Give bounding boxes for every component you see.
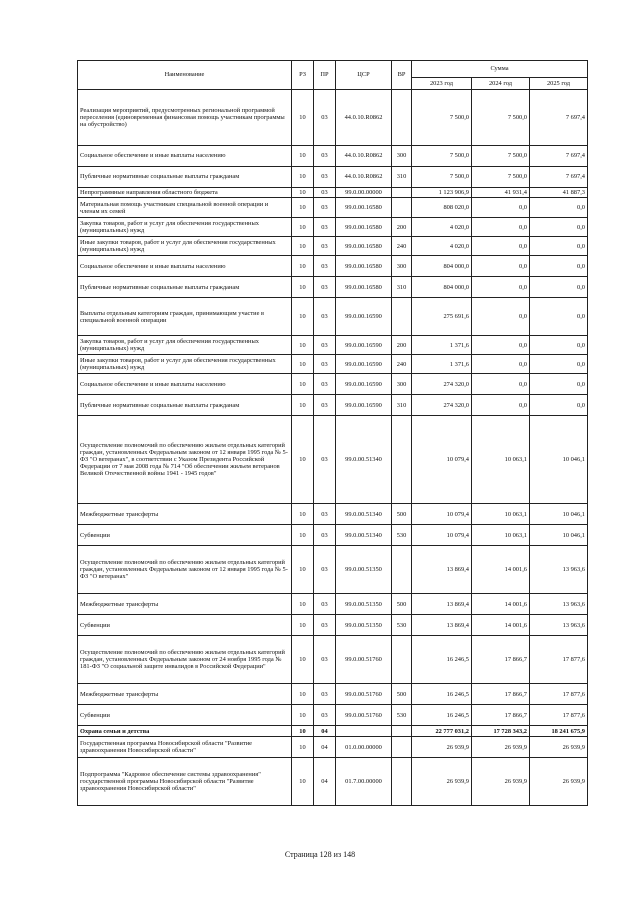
cell-vr: 300	[392, 374, 412, 395]
cell-csr: 44.0.10.R0862	[336, 146, 392, 167]
table-row	[78, 90, 588, 146]
cell-pr: 03	[314, 684, 336, 705]
cell-y2: 17 866,7	[472, 684, 530, 705]
cell-name: Охрана семьи и детства	[78, 726, 292, 737]
cell-y1: 4 020,0	[412, 218, 472, 237]
cell-rz: 10	[292, 594, 314, 615]
cell-rz: 10	[292, 758, 314, 806]
cell-rz: 10	[292, 504, 314, 525]
table-row	[78, 684, 588, 705]
cell-vr: 530	[392, 615, 412, 636]
cell-y2: 0,0	[472, 355, 530, 374]
cell-y3: 13 963,6	[530, 546, 588, 594]
cell-name: Подпрограмма "Кадровое обеспечение системы здравоохранения" государственной программы Новосибирской области "Развитие здравоохранения Новосибирской области"	[78, 758, 292, 806]
cell-y3: 0,0	[530, 256, 588, 277]
cell-y3: 17 877,6	[530, 705, 588, 726]
table-row	[78, 594, 588, 615]
cell-vr: 200	[392, 336, 412, 355]
cell-pr: 03	[314, 146, 336, 167]
cell-vr: 310	[392, 395, 412, 416]
cell-csr: 99.0.00.16590	[336, 374, 392, 395]
cell-rz: 10	[292, 684, 314, 705]
cell-rz: 10	[292, 416, 314, 504]
cell-name: Иные закупки товаров, работ и услуг для обеспечения государственных (муниципальных) нужд	[78, 237, 292, 256]
cell-name: Публичные нормативные социальные выплаты гражданам	[78, 395, 292, 416]
cell-rz: 10	[292, 256, 314, 277]
cell-pr: 03	[314, 615, 336, 636]
cell-pr: 03	[314, 594, 336, 615]
budget-table	[77, 60, 588, 806]
cell-vr: 500	[392, 594, 412, 615]
cell-name: Иные закупки товаров, работ и услуг для обеспечения государственных (муниципальных) нужд	[78, 355, 292, 374]
cell-y3: 10 046,1	[530, 525, 588, 546]
table-row	[78, 726, 588, 737]
cell-y3: 13 963,6	[530, 594, 588, 615]
cell-vr	[392, 758, 412, 806]
cell-pr: 03	[314, 546, 336, 594]
cell-y1: 4 020,0	[412, 237, 472, 256]
cell-y3: 17 877,6	[530, 684, 588, 705]
cell-rz: 10	[292, 355, 314, 374]
cell-y3: 13 963,6	[530, 615, 588, 636]
cell-y1: 10 079,4	[412, 416, 472, 504]
cell-name: Межбюджетные трансферты	[78, 684, 292, 705]
cell-csr	[336, 726, 392, 737]
cell-y2: 26 939,9	[472, 737, 530, 758]
cell-vr	[392, 198, 412, 218]
table-row	[78, 395, 588, 416]
cell-csr: 99.0.00.51350	[336, 546, 392, 594]
cell-rz: 10	[292, 90, 314, 146]
header-pr: ПР	[314, 61, 336, 90]
cell-y1: 16 246,5	[412, 705, 472, 726]
table-row	[78, 198, 588, 218]
cell-csr: 99.0.00.51340	[336, 416, 392, 504]
cell-pr: 04	[314, 737, 336, 758]
cell-vr: 240	[392, 355, 412, 374]
cell-pr: 03	[314, 355, 336, 374]
cell-y3: 26 939,9	[530, 737, 588, 758]
cell-rz: 10	[292, 298, 314, 336]
cell-y2: 7 500,0	[472, 167, 530, 188]
cell-y2: 17 866,7	[472, 636, 530, 684]
cell-pr: 03	[314, 504, 336, 525]
table-row	[78, 546, 588, 594]
table-row	[78, 504, 588, 525]
cell-y1: 16 246,5	[412, 684, 472, 705]
table-row	[78, 237, 588, 256]
cell-name: Субвенции	[78, 615, 292, 636]
cell-y2: 17 866,7	[472, 705, 530, 726]
page-footer: Страница 128 из 148	[284, 850, 356, 859]
table-row	[78, 336, 588, 355]
cell-y3: 0,0	[530, 355, 588, 374]
cell-y2: 0,0	[472, 256, 530, 277]
cell-vr	[392, 188, 412, 198]
cell-vr	[392, 546, 412, 594]
cell-vr: 310	[392, 277, 412, 298]
cell-name: Субвенции	[78, 525, 292, 546]
cell-y1: 22 777 031,2	[412, 726, 472, 737]
cell-y3: 0,0	[530, 198, 588, 218]
cell-vr	[392, 90, 412, 146]
cell-rz: 10	[292, 546, 314, 594]
cell-name: Осуществление полномочий по обеспечению жильем отдельных категорий граждан, установленных Федеральным законом от 12 января 1995 года № 5-ФЗ "О ветеранах", в соответствии с Указом Президента Российской Федерации от 7 мая 2008 года № 714 "Об обеспечении жильем ветеранов Великой Отечественной войны 1941 - 1945 годов"	[78, 416, 292, 504]
cell-y2: 26 939,9	[472, 758, 530, 806]
cell-y1: 804 000,0	[412, 256, 472, 277]
cell-y3: 0,0	[530, 277, 588, 298]
cell-pr: 04	[314, 758, 336, 806]
cell-name: Межбюджетные трансферты	[78, 504, 292, 525]
cell-y1: 10 079,4	[412, 504, 472, 525]
cell-csr: 99.0.00.00000	[336, 188, 392, 198]
cell-y1: 1 371,6	[412, 355, 472, 374]
cell-name: Государственная программа Новосибирской области "Развитие здравоохранения Новосибирской области"	[78, 737, 292, 758]
cell-y1: 274 320,0	[412, 374, 472, 395]
table-row	[78, 355, 588, 374]
cell-y3: 26 939,9	[530, 758, 588, 806]
cell-rz: 10	[292, 737, 314, 758]
cell-y2: 0,0	[472, 374, 530, 395]
cell-pr: 03	[314, 374, 336, 395]
cell-vr	[392, 737, 412, 758]
table-row	[78, 705, 588, 726]
table-row	[78, 636, 588, 684]
cell-pr: 03	[314, 336, 336, 355]
cell-y2: 0,0	[472, 198, 530, 218]
cell-vr: 240	[392, 237, 412, 256]
cell-y2: 10 063,1	[472, 525, 530, 546]
cell-y1: 7 500,0	[412, 146, 472, 167]
cell-name: Публичные нормативные социальные выплаты гражданам	[78, 167, 292, 188]
cell-y2: 14 001,6	[472, 615, 530, 636]
cell-y2: 0,0	[472, 237, 530, 256]
cell-y3: 10 046,1	[530, 416, 588, 504]
cell-name: Закупка товаров, работ и услуг для обеспечения государственных (муниципальных) нужд	[78, 336, 292, 355]
cell-y3: 0,0	[530, 395, 588, 416]
table-row	[78, 277, 588, 298]
cell-y1: 275 691,6	[412, 298, 472, 336]
cell-y2: 0,0	[472, 336, 530, 355]
cell-csr: 99.0.00.16580	[336, 277, 392, 298]
cell-y1: 1 371,6	[412, 336, 472, 355]
header-csr: ЦСР	[336, 61, 392, 90]
cell-name: Межбюджетные трансферты	[78, 594, 292, 615]
header-sum: Сумма	[412, 61, 588, 78]
cell-y3: 0,0	[530, 218, 588, 237]
header-vr: ВР	[392, 61, 412, 90]
cell-vr	[392, 416, 412, 504]
cell-name: Реализация мероприятий, предусмотренных региональной программой переселения (единовременная финансовая помощь участникам программы на обустройство)	[78, 90, 292, 146]
table-row	[78, 416, 588, 504]
cell-y1: 808 020,0	[412, 198, 472, 218]
cell-y1: 13 869,4	[412, 546, 472, 594]
cell-pr: 03	[314, 705, 336, 726]
cell-vr: 500	[392, 684, 412, 705]
cell-y1: 26 939,9	[412, 737, 472, 758]
cell-csr: 99.0.00.16590	[336, 355, 392, 374]
cell-csr: 99.0.00.51340	[336, 504, 392, 525]
cell-csr: 01.0.00.00000	[336, 737, 392, 758]
cell-y2: 7 500,0	[472, 146, 530, 167]
cell-name: Социальное обеспечение и иные выплаты населению	[78, 146, 292, 167]
table-row	[78, 146, 588, 167]
cell-y2: 14 001,6	[472, 594, 530, 615]
cell-y3: 7 697,4	[530, 146, 588, 167]
cell-csr: 99.0.00.51350	[336, 594, 392, 615]
cell-y3: 0,0	[530, 336, 588, 355]
cell-y2: 17 728 343,2	[472, 726, 530, 737]
cell-pr: 03	[314, 298, 336, 336]
cell-csr: 99.0.00.16590	[336, 298, 392, 336]
cell-name: Субвенции	[78, 705, 292, 726]
cell-vr	[392, 298, 412, 336]
cell-pr: 03	[314, 90, 336, 146]
cell-pr: 04	[314, 726, 336, 737]
cell-rz: 10	[292, 374, 314, 395]
cell-rz: 10	[292, 525, 314, 546]
cell-csr: 99.0.00.51760	[336, 705, 392, 726]
cell-pr: 03	[314, 256, 336, 277]
cell-pr: 03	[314, 188, 336, 198]
cell-pr: 03	[314, 395, 336, 416]
cell-y2: 0,0	[472, 218, 530, 237]
cell-y1: 7 500,0	[412, 167, 472, 188]
cell-csr: 99.0.00.16580	[336, 256, 392, 277]
cell-name: Закупка товаров, работ и услуг для обеспечения государственных (муниципальных) нужд	[78, 218, 292, 237]
cell-y1: 804 000,0	[412, 277, 472, 298]
cell-csr: 99.0.00.16580	[336, 237, 392, 256]
cell-rz: 10	[292, 615, 314, 636]
cell-rz: 10	[292, 198, 314, 218]
cell-vr: 300	[392, 256, 412, 277]
cell-y3: 41 887,3	[530, 188, 588, 198]
cell-rz: 10	[292, 395, 314, 416]
cell-y1: 274 320,0	[412, 395, 472, 416]
cell-vr: 530	[392, 705, 412, 726]
cell-y1: 1 123 906,9	[412, 188, 472, 198]
cell-y3: 17 877,6	[530, 636, 588, 684]
header-year-2025: 2025 год	[530, 78, 588, 90]
table-row	[78, 298, 588, 336]
table-row	[78, 737, 588, 758]
cell-pr: 03	[314, 636, 336, 684]
cell-rz: 10	[292, 237, 314, 256]
cell-y1: 26 939,9	[412, 758, 472, 806]
cell-y2: 14 001,6	[472, 546, 530, 594]
cell-csr: 44.0.10.R0862	[336, 167, 392, 188]
cell-y2: 41 931,4	[472, 188, 530, 198]
table-body	[78, 90, 588, 806]
cell-vr	[392, 726, 412, 737]
cell-pr: 03	[314, 416, 336, 504]
table-row	[78, 256, 588, 277]
table-row	[78, 188, 588, 198]
cell-y1: 16 246,5	[412, 636, 472, 684]
cell-name: Материальная помощь участникам специальной военной операции и членам их семей	[78, 198, 292, 218]
cell-vr: 500	[392, 504, 412, 525]
cell-name: Непрограммные направления областного бюджета	[78, 188, 292, 198]
cell-y2: 10 063,1	[472, 504, 530, 525]
cell-csr: 99.0.00.51760	[336, 636, 392, 684]
table-row	[78, 374, 588, 395]
cell-y2: 0,0	[472, 277, 530, 298]
cell-csr: 99.0.00.51350	[336, 615, 392, 636]
cell-y1: 13 869,4	[412, 594, 472, 615]
cell-name: Публичные нормативные социальные выплаты гражданам	[78, 277, 292, 298]
cell-rz: 10	[292, 167, 314, 188]
cell-y1: 10 079,4	[412, 525, 472, 546]
cell-y3: 0,0	[530, 237, 588, 256]
cell-csr: 99.0.00.16590	[336, 336, 392, 355]
cell-y3: 0,0	[530, 374, 588, 395]
cell-vr: 530	[392, 525, 412, 546]
cell-rz: 10	[292, 146, 314, 167]
cell-csr: 99.0.00.16580	[336, 198, 392, 218]
cell-pr: 03	[314, 218, 336, 237]
table-row	[78, 218, 588, 237]
cell-vr: 300	[392, 146, 412, 167]
cell-y3: 7 697,4	[530, 90, 588, 146]
cell-pr: 03	[314, 198, 336, 218]
cell-pr: 03	[314, 525, 336, 546]
cell-csr: 99.0.00.16580	[336, 218, 392, 237]
cell-csr: 99.0.00.51340	[336, 525, 392, 546]
cell-rz: 10	[292, 218, 314, 237]
cell-name: Осуществление полномочий по обеспечению жильем отдельных категорий граждан, установленных Федеральным законом от 12 января 1995 года № 5-ФЗ "О ветеранах"	[78, 546, 292, 594]
cell-y1: 13 869,4	[412, 615, 472, 636]
cell-rz: 10	[292, 336, 314, 355]
cell-y2: 0,0	[472, 395, 530, 416]
cell-pr: 03	[314, 167, 336, 188]
header-year-2023: 2023 год	[412, 78, 472, 90]
header-name: Наименование	[78, 61, 292, 90]
cell-csr: 99.0.00.16590	[336, 395, 392, 416]
cell-pr: 03	[314, 237, 336, 256]
cell-y2: 7 500,0	[472, 90, 530, 146]
cell-rz: 10	[292, 726, 314, 737]
cell-rz: 10	[292, 188, 314, 198]
cell-rz: 10	[292, 705, 314, 726]
header-rz: РЗ	[292, 61, 314, 90]
cell-rz: 10	[292, 636, 314, 684]
cell-y1: 7 500,0	[412, 90, 472, 146]
cell-pr: 03	[314, 277, 336, 298]
cell-name: Выплаты отдельным категориям граждан, принимающим участие в специальной военной операции	[78, 298, 292, 336]
cell-vr: 310	[392, 167, 412, 188]
header-year-2024: 2024 год	[472, 78, 530, 90]
cell-y3: 18 241 675,9	[530, 726, 588, 737]
cell-name: Социальное обеспечение и иные выплаты населению	[78, 374, 292, 395]
cell-csr: 99.0.00.51760	[336, 684, 392, 705]
cell-vr	[392, 636, 412, 684]
cell-name: Осуществление полномочий по обеспечению жильем отдельных категорий граждан, установленных Федеральным законом от 24 ноября 1995 года № 181-ФЗ "О социальной защите инвалидов в Российской Федерации"	[78, 636, 292, 684]
cell-csr: 44.0.10.R0862	[336, 90, 392, 146]
cell-y2: 10 063,1	[472, 416, 530, 504]
cell-y2: 0,0	[472, 298, 530, 336]
table-row	[78, 758, 588, 806]
cell-name: Социальное обеспечение и иные выплаты населению	[78, 256, 292, 277]
table-row	[78, 167, 588, 188]
cell-csr: 01.7.00.00000	[336, 758, 392, 806]
cell-vr: 200	[392, 218, 412, 237]
cell-rz: 10	[292, 277, 314, 298]
table-row	[78, 615, 588, 636]
table-row	[78, 525, 588, 546]
cell-y3: 7 697,4	[530, 167, 588, 188]
cell-y3: 10 046,1	[530, 504, 588, 525]
cell-y3: 0,0	[530, 298, 588, 336]
